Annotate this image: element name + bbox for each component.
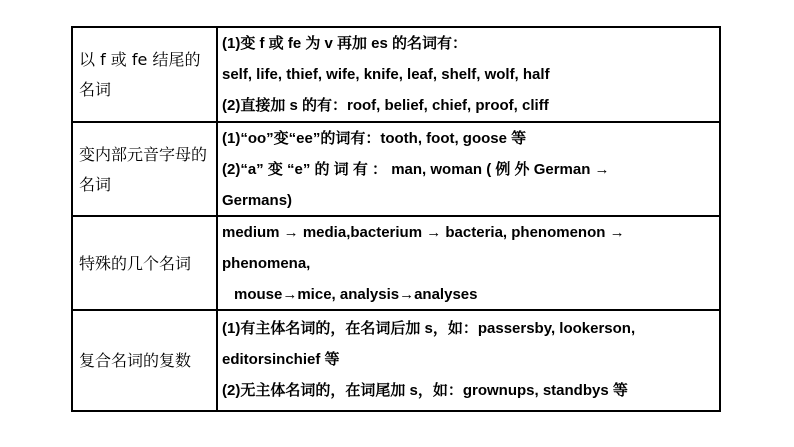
rule-line: (1)“oo”变“ee”的词有：tooth, foot, goose 等 <box>222 130 527 147</box>
category-cell-compound <box>73 311 215 411</box>
category-cell-special <box>73 217 215 310</box>
category-cell-vowel-change <box>73 123 215 216</box>
rule-line: (2)直接加 s 的有：roof, belief, chief, proof, cliff <box>222 97 549 114</box>
rule-cell-compound <box>222 313 719 406</box>
category-label: 特殊的几个名词 <box>79 253 192 273</box>
category-label: 以 f 或 fe 结尾的名词 <box>79 50 201 99</box>
category-label: 变内部元音字母的名词 <box>79 144 208 194</box>
rule-line: (1)变 f 或 fe 为 v 再加 es 的名词有： <box>222 35 468 52</box>
rule-line: (2)无主体名词的，在词尾加 s，如：grownups, standbys 等 <box>222 382 628 399</box>
rule-line: mouse→mice, analysis→analyses <box>234 286 478 303</box>
rule-line: self, life, thief, wife, knife, leaf, shelf, wolf, half <box>222 66 550 83</box>
rule-line: editorsinchief 等 <box>222 351 340 368</box>
rule-cell-f-fe <box>222 28 719 121</box>
rule-cell-special <box>222 217 719 310</box>
category-label: 复合名词的复数 <box>79 351 192 370</box>
category-cell-f-fe <box>73 28 215 122</box>
rule-line: (2)“a” 变 “e” 的 词 有 ： man, woman ( 例 外 German → <box>222 161 610 178</box>
rule-line: medium → media,bacterium → bacteria, phenomenon → <box>222 224 625 241</box>
rule-cell-vowel-change <box>222 123 719 216</box>
rule-line: Germans) <box>222 192 293 209</box>
rule-line: phenomena, <box>222 255 311 272</box>
rule-line: (1)有主体名词的，在名词后加 s，如：passersby, lookerson, <box>222 320 636 337</box>
